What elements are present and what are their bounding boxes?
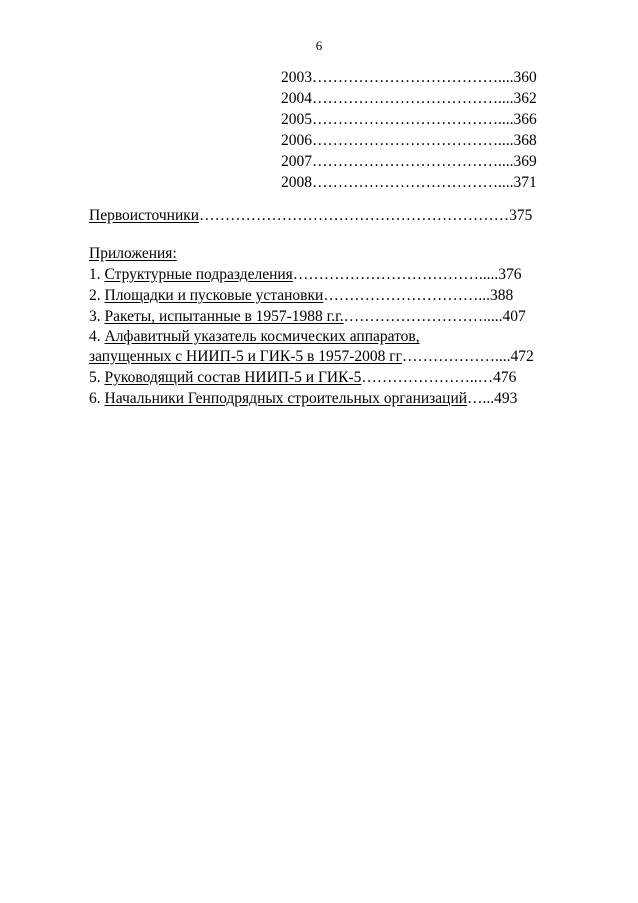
appendices-heading: Приложения:	[89, 245, 177, 262]
toc-year-entry	[281, 131, 537, 151]
appendices-heading-line	[89, 244, 177, 264]
toc-dots: ………………………………....	[312, 90, 514, 107]
appendix-entry	[89, 265, 521, 285]
toc-dots: ………………....	[402, 348, 511, 365]
toc-page: 366	[513, 111, 537, 128]
toc-dots: ……………………………….....	[292, 266, 499, 283]
toc-year-entry	[281, 173, 537, 193]
toc-dots: ………………………………....	[312, 174, 514, 191]
toc-page: 493	[494, 390, 518, 407]
toc-year: 2007	[281, 153, 312, 170]
appendix-link[interactable]: Алфавитный указатель космических аппаратов,	[104, 328, 420, 345]
toc-dots: ………………………………....	[312, 132, 514, 149]
page-number: 6	[315, 38, 323, 53]
appendix-link[interactable]: Начальники Генподрядных строительных организаций	[104, 390, 468, 407]
toc-sources-entry	[89, 206, 532, 226]
appendix-entry-continuation	[89, 347, 534, 367]
toc-year-entry	[281, 152, 537, 172]
appendix-link[interactable]: запущенных с НИИП-5 и ГИК-5 в 1957-2008 гг	[89, 348, 402, 365]
toc-dots: …………………………...	[323, 287, 490, 304]
toc-page: 375	[509, 207, 533, 224]
appendix-number: 6.	[89, 390, 105, 407]
toc-dots: ………………………………....	[312, 69, 514, 86]
appendix-entry	[89, 327, 420, 347]
toc-dots: …...	[467, 390, 495, 407]
toc-page: 369	[513, 153, 537, 170]
appendix-entry	[89, 286, 513, 306]
toc-page: 368	[513, 132, 537, 149]
appendix-number: 2.	[89, 287, 105, 304]
toc-page: 376	[498, 266, 522, 283]
toc-dots: ……………………….....	[343, 308, 503, 325]
appendix-link[interactable]: Ракеты, испытанные в 1957-1988 г.г.	[104, 308, 344, 325]
toc-page: 388	[489, 287, 514, 304]
toc-dots: ……………………………………………………	[199, 207, 510, 224]
toc-sources-link[interactable]: Первоисточники	[89, 207, 200, 224]
toc-year: 2006	[281, 132, 312, 149]
toc-year: 2004	[281, 90, 312, 107]
toc-year-entry	[281, 68, 537, 88]
appendix-number: 5.	[89, 369, 105, 386]
appendix-link[interactable]: Площадки и пусковые установки	[104, 287, 324, 304]
toc-year: 2005	[281, 111, 312, 128]
toc-page: 371	[513, 174, 537, 191]
appendix-link[interactable]: Руководящий состав НИИП-5 и ГИК-5	[104, 369, 362, 386]
appendix-entry	[89, 368, 516, 388]
toc-page: 476	[493, 369, 517, 386]
appendix-link[interactable]: Структурные подразделения	[104, 266, 293, 283]
appendix-entry	[89, 389, 517, 409]
toc-page: 472	[510, 348, 534, 365]
toc-year-entry	[281, 110, 537, 130]
toc-year-entry	[281, 89, 537, 109]
appendix-number: 4.	[89, 328, 105, 345]
toc-dots: ………………………………....	[312, 153, 514, 170]
toc-year: 2003	[281, 69, 312, 86]
toc-dots: …………………..…	[361, 369, 494, 386]
toc-page: 362	[513, 90, 537, 107]
appendix-number: 3.	[89, 308, 105, 325]
appendix-entry	[89, 307, 526, 327]
toc-year: 2008	[281, 174, 312, 191]
toc-dots: ………………………………....	[312, 111, 514, 128]
toc-page: 407	[502, 308, 526, 325]
toc-page: 360	[513, 69, 537, 86]
appendix-number: 1.	[89, 266, 105, 283]
